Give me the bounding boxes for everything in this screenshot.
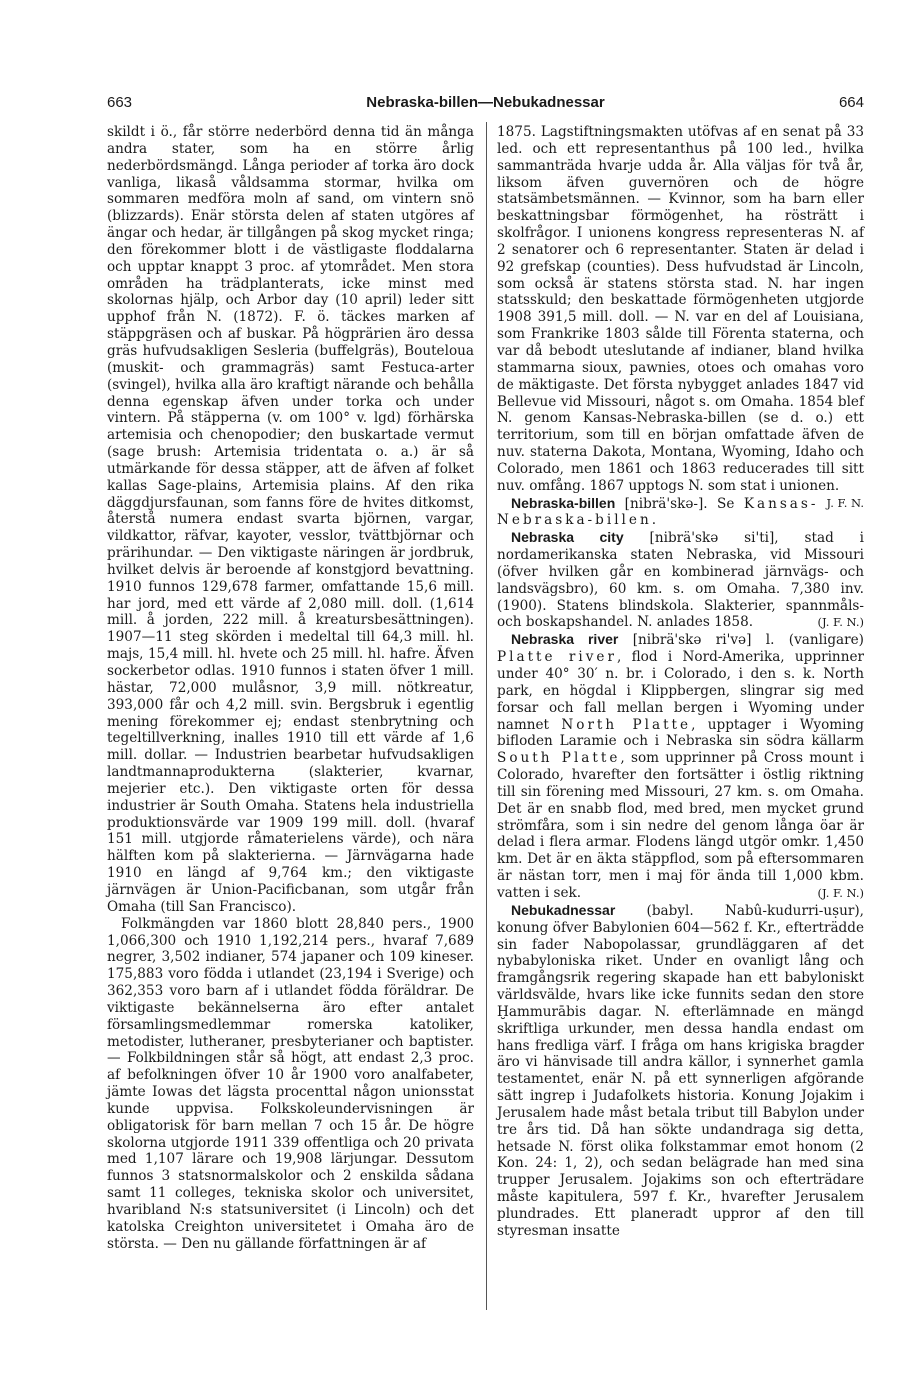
spaced-name-north-platte: North Platte: [561, 716, 692, 733]
spaced-name-platte-river: Platte river: [497, 649, 617, 666]
page-header: [107, 94, 864, 118]
entry-text: , flod i Nord-Amerika, upprinner under 40° 30′ n. br. i Colorado, i den s. k. North park, en högdal i Klippbergen, slingrar sig med forsar och fall mellan bergen i Wyoming under namnet: [497, 649, 864, 733]
page-number-right: 664: [838, 94, 864, 111]
entry-text: , upptager i Wyoming bifloden Laramie och i Nebraska sin södra källarm: [497, 716, 864, 750]
entry-nebraska-billen: [497, 495, 864, 530]
entry-text: , som upprinner på Cross mount i Colorado, hvarefter den fortsätter i östlig riktning till sin förening med Missouri, 27 km. s. om Omaha. Det är en snabb flod, med bred, men mycket grund strömfåra, som i sin nedre del genom långa öar är delad i flera armar. Flodens längd utgör omkr. 1,450 km. Det är en äkta stäppflod, som på eftersommaren är nästan torr, men i maj för ända till 1,000 kbm. vatten i sek.: [497, 750, 865, 901]
entry-text: (babyl. Nabû-kudurri-uṣur), konung öfver Babylonien 604—562 f. Kr., efterträdde sin fader Nabopolassar, grundläggaren af det nybabyloniska riket. Under en ovanligt lång och framgångsrik regering skapade han ett babyloniskt världsvälde, hvars like icke funnits sedan den store Ḫammurābis dagar. N. efterlämnade en mängd skriftliga urkunder, men dessa handla endast om hans fredliga värf. I fråga om hans krigiska bragder äro vi hänvisade till andra källor, i synnerhet gamla testamentet, enär N. på ett synnerligen afgörande sätt ingrep i Judafolkets historia. Konung Jojakim i Jerusalem hade måst betala tribut till Babylon under tre års tid. Då han sökte undandraga sig detta, hetsade N. först olika folkstammar emot honom (2 Kon. 24: 1, 2), och sedan belägrade han med sina trupper Jerusalem. Jojakims son och efterträdare måste kapitulera, 597 f. Kr., hvarefter Jerusalem plundrades. Ett planeradt uppror af den till styresman insatte: [497, 902, 864, 1239]
nebraska-population-paragraph: Folkmängden var 1860 blott 28,840 pers., 1900 1,066,300 och 1910 1,192,214 pers., hvaraf 7,689 negrer, 3,502 indianer, 574 japaner och 109 kineser. 175,883 voro födda i utlandet (23,194 i Sverige) och 362,353 voro barn af i utlandet födda föräldrar. De viktigaste bekännelserna äro efter antalet församlingsmedlemmar romerska katoliker, metodister, lutheraner, presbyterianer och baptister. — Folkbildningen står så högt, att endast 2,3 proc. af befolkningen öfver 10 år 1900 voro analfabeter, jämte Iowas det lägsta procenttal någon unionsstat kunde uppvisa. Folkskoleundervisningen är obligatorisk för barn mellan 7 och 15 år. De högre skolorna utgjorde 1911 339 offentliga och 20 privata med 1,107 lärare och 19,908 lärjungar. Dessutom funnos 3 statsnormalskolor och 2 enskilda sådana samt 11 colleges, tekniska skolor och universitet, hvaribland N:s statsuniversitet (i Lincoln) och det katolska Creighton universitetet i Omaha äro de största. — Den nu gällande författningen är af: [107, 915, 474, 1252]
cross-reference-link[interactable]: Kansas-Nebraska-billen: [497, 495, 819, 529]
column-divider: [486, 122, 487, 1310]
right-column: [497, 124, 864, 1240]
entry-text: .: [651, 512, 657, 529]
headword-nebraska-billen: Nebraska-billen: [511, 494, 616, 511]
running-title: Nebraska-billen—Nebukadnessar: [366, 94, 605, 111]
headword-nebraska-river: Nebraska river: [511, 631, 619, 648]
nebraska-government-text: 1875. Lagstiftningsmakten utöfvas af en senat på 33 led. och ett representanthus på 100 led., hvilka sammanträda hvarje udda år. Alla väljas för två år, liksom äfven guvernören och de högre statsämbetsmännen. — Kvinnor, som ha barn eller beskattningsbar förmögenhet, ha rösträtt i skolfrågor. I unionens kongress representeras N. af 2 senatorer och 6 representanter. Staten är delad i 92 grefskap (counties). Dess hufvudstad är Lincoln, som också är statens största stad. N. har ingen statsskuld; den beskattade förmögenheten utgjorde 1908 391,5 mill. doll. — N. var en del af Louisiana, som Frankrike 1803 sålde till Förenta staterna, och var då bebodt uteslutande af indianer, bland hvilka stammarna sioux, pawnies, otoes och omahas voro de mäktigaste. Det första nybygget anlades 1847 vid Bellevue vid Missouri, något s. om Omaha. 1854 blef N. genom Kansas-Nebraska-billen (se d. o.) ett territorium, som till en början omfattade äfven de nuv. staterna Dakota, Montana, Wyoming, Idaho och Colorado, men 1861 och 1863 reducerades till sitt nuv. omfång. 1867 upptogs N. som stat i unionen.: [497, 124, 864, 494]
headword-nebraska-city: Nebraska city: [511, 529, 624, 546]
nebraska-continued-paragraph: skildt i ö., får större nederbörd denna tid än många andra stater, som ha en större årlig nederbördsmängd. Långa perioder af torka äro dock vanliga, likaså våldsamma stormar, hvilka om sommaren medföra moln af sand, om vintern snö (blizzards). Enär största delen af staten utgöres af ängar och hedar, är tillgången på skog mycket ringa; den förekommer blott i de västligaste floddalarna och upptar knappt 3 proc. af ytområdet. Men stora områden ha trädplanterats, icke minst med skolornas hjälp, och Arbor day (10 april) leder sitt upphof från N. (1872). F. ö. täckes marken af stäppgräsen och af buskar. På högprärien äro dessa gräs hufvudsakligen Sesleria (buffelgräs), Bouteloua (muskit- och grammagräs) samt Festuca-arter (svingel), hvilka alla äro kraftigt närande och behålla denna egenskap äfven under torka och under vintern. På stäpperna (v. om 100° v. lgd) förhärska artemisia och chenopodier; den buskartade vermut (sage brush: Artemisia tridentata o. a.) är så utmärkande för dessa stäpper, att de äfven af folket kallas Sage-plains, Artemisia plains. Af den rika däggdjursfaunan, som fanns före de hvites ditkomst, återstå numera endast svarta björnen, vargar, vildkattor, räfvar, kayoter, vesslor, tvättbjörnar och prärihundar. — Den viktigaste näringen är jordbruk, hvilket delvis är beroende af konstgjord bevattning. 1910 funnos 129,678 farmer, omfattande 15,6 mill. har jord, med ett värde af 2,080 mill. doll. (1,614 mill. å jorden, 222 mill. å kreatursbesättningen). 1907—11 steg skörden i medeltal till 64,3 mill. hl. majs, 15,4 mill. hl. hvete och 25 mill. hl. hafre. Äfven sockerbetor odlas. 1910 funnos i staten öfver 1 mill. hästar, 72,000 mulåsnor, 3,9 mill. nötkreatur, 393,000 får och 4,2 mill. svin. Bergsbruk i egentlig mening förekommer ej; endast stenbrytning och tegeltillverkning, inalles 1910 till ett värde af 1,6 mill. dollar. — Industrien bearbetar hufvudsakligen landtmannaprodukterna (slakterier, kvarnar, mejerier etc.). Den viktigaste orten för dessa industrier är South Omaha. Statens hela industriella produktionsvärde var 1909 199 mill. doll. (hvaraf 151 mill. utgjorde råmaterielens värde), och nära hälften kom på slakterierna. — Järnvägarna hade 1910 en längd af 9,764 km.; den viktigaste järnvägen är Union-Pacificbanan, som utgår från Omaha (till San Francisco).: [107, 124, 474, 915]
page-number-left: 663: [107, 94, 133, 111]
entry-nebraska-river: [497, 631, 864, 902]
headword-nebukadnessar: Nebukadnessar: [511, 901, 616, 918]
left-column: [107, 124, 474, 1253]
author-signature: (J. F. N.): [817, 615, 864, 630]
entry-nebraska-city: [497, 529, 864, 631]
spaced-name-south-platte: South Platte: [497, 750, 621, 767]
entry-text: [nibrä'skə si'ti], stad i nordamerikanska staten Nebraska, vid Missouri (öfver hvilken går en kombinerad järnvägs- och landsvägsbro), 60 km. s. om Omaha. 7,380 inv. (1900). Statens blindskola. Slakterier, spannmåls- och boskapshandel. N. anlades 1858.: [497, 530, 865, 631]
author-signature: J. F. N.: [826, 495, 864, 510]
entry-text: [nibrä'skə ri'və] l. (vanligare): [618, 632, 864, 649]
author-signature: (J. F. N.): [817, 885, 864, 900]
entry-text: [nibrä'skə-]. Se: [615, 495, 744, 512]
entry-nebukadnessar: [497, 902, 864, 1240]
